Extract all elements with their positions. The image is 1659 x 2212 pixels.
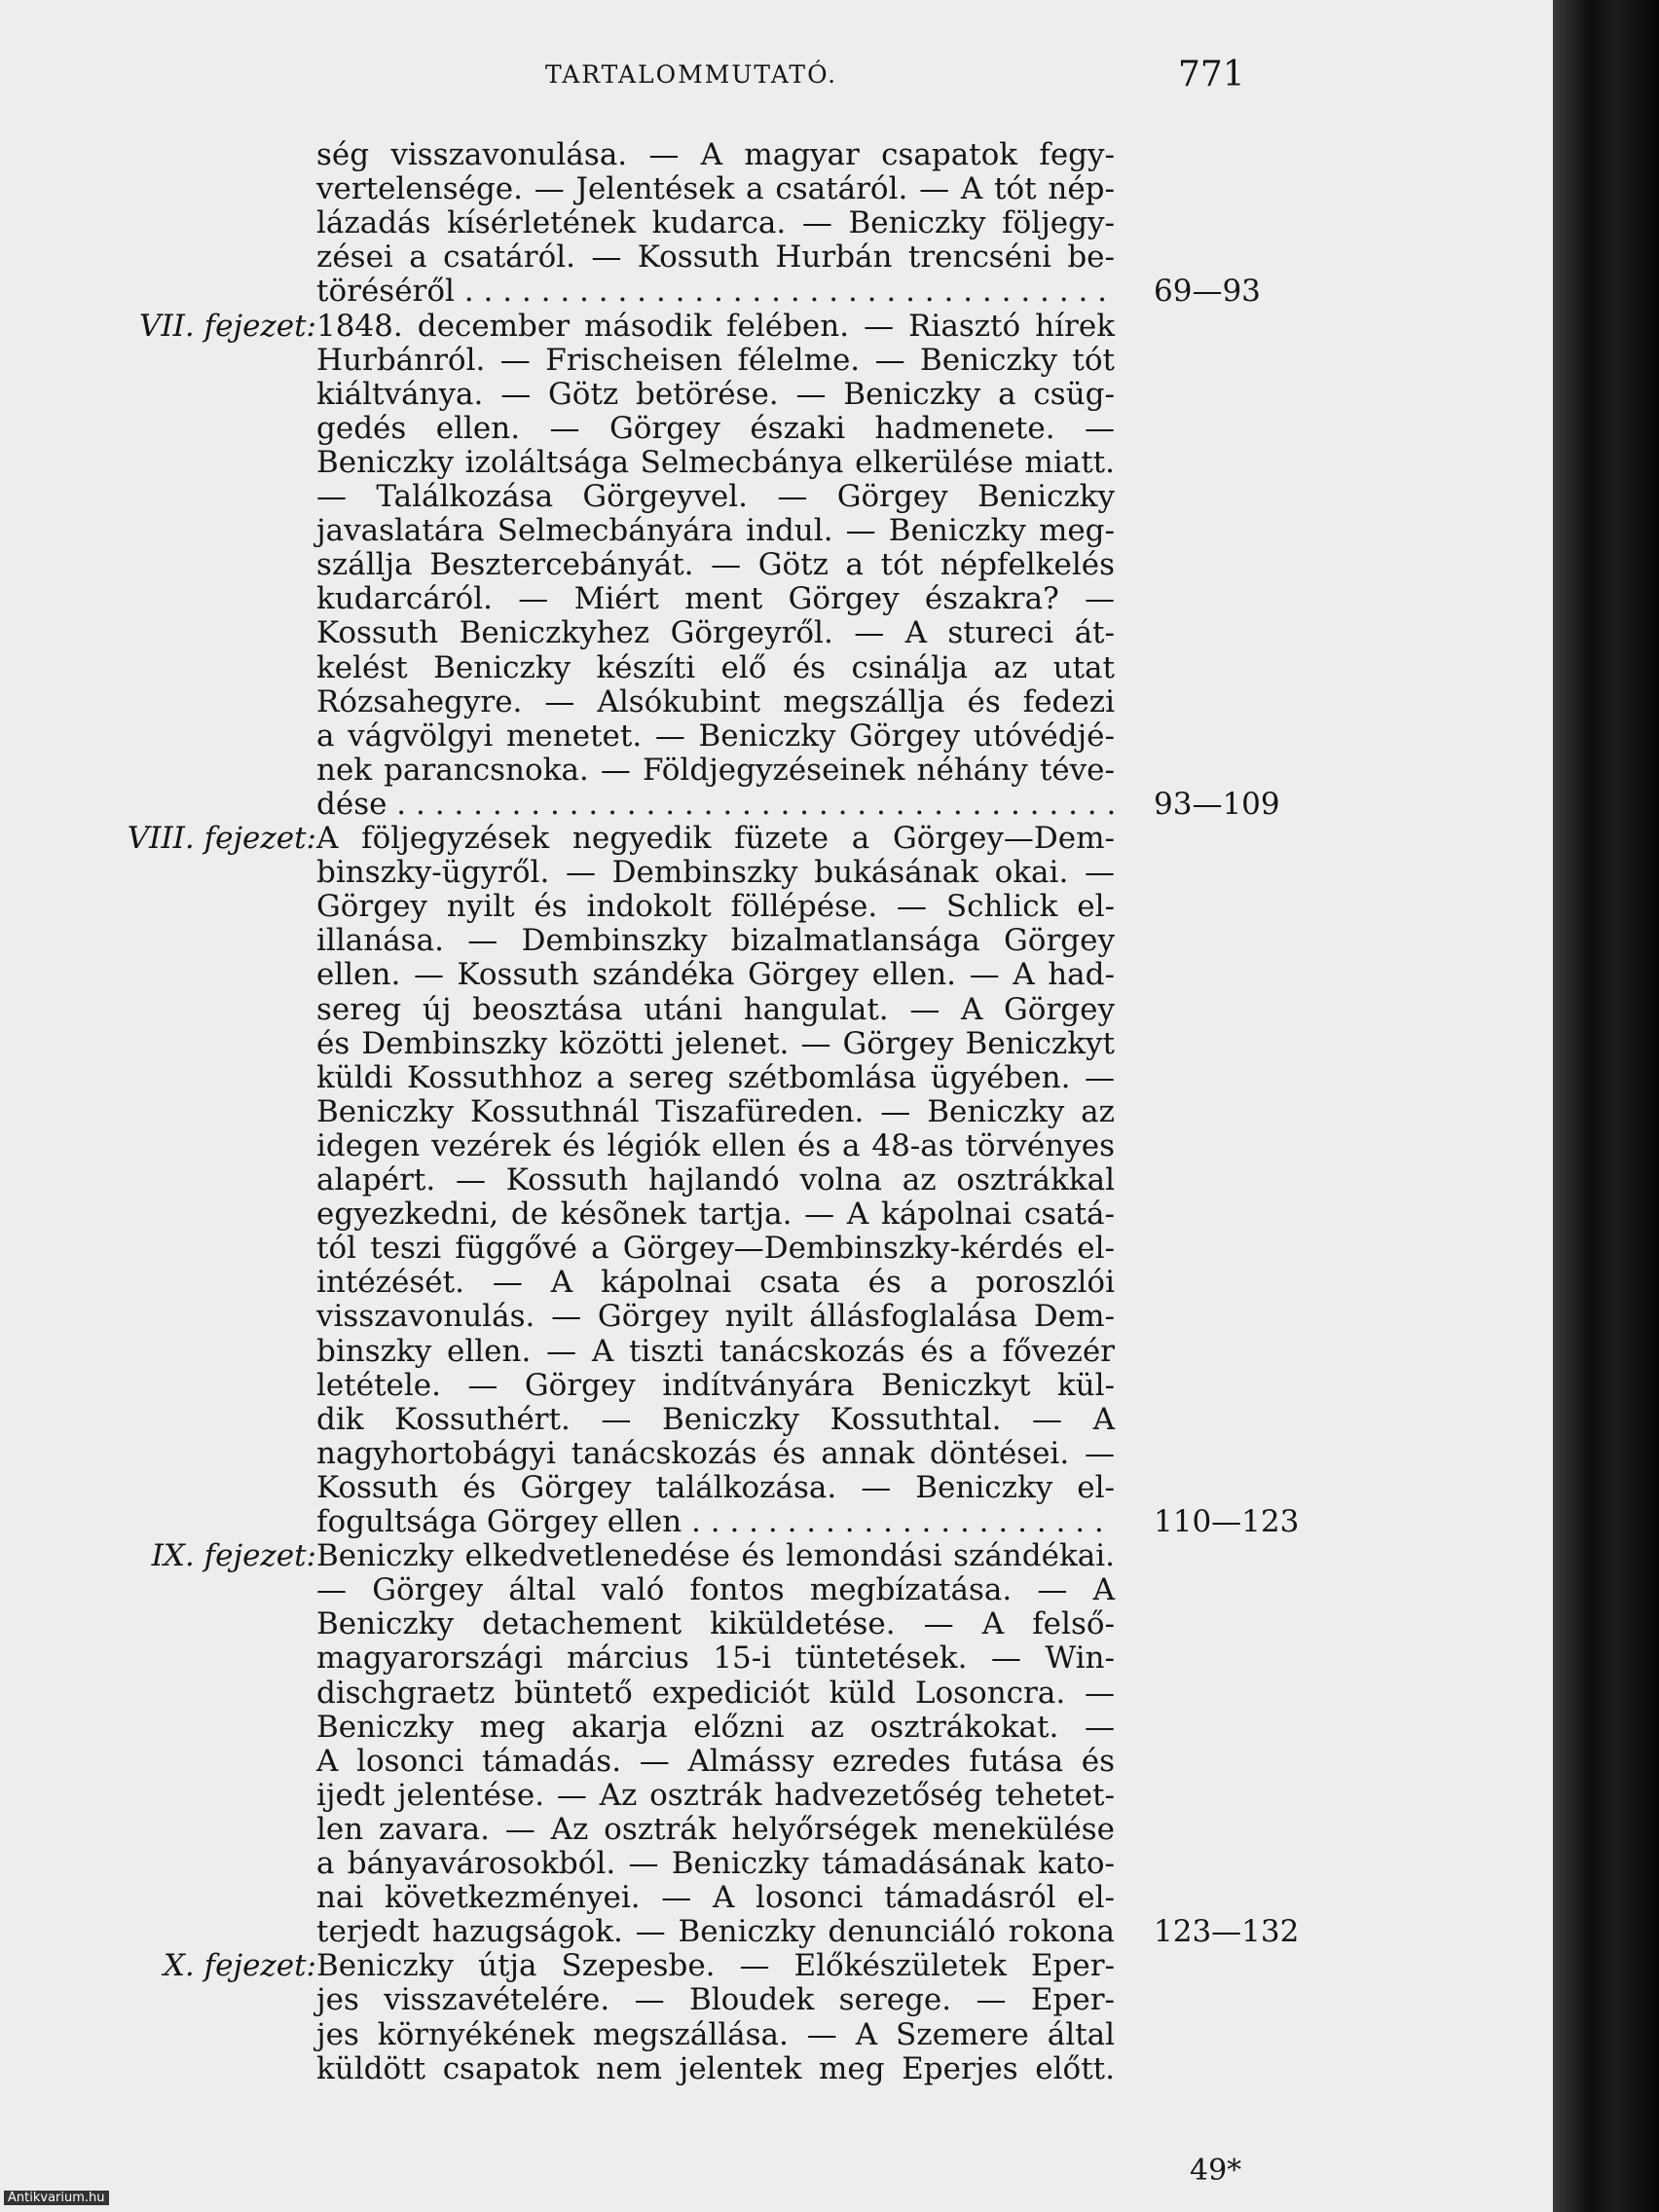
toc-line [0,1538,1553,1573]
toc-line [0,957,1553,992]
toc-line-text: — Görgey által való fontos megbízatása. — A [316,1572,1115,1608]
toc-line [0,1572,1553,1607]
toc-line [0,1128,1553,1163]
toc-line-text: ség visszavonulása. — A magyar csapatok fegy- [316,137,1115,172]
toc-line [0,1026,1553,1061]
toc-line [0,1504,1553,1539]
toc-line [0,205,1553,240]
toc-line-text: javaslatára Selmecbányára indul. — Beniczky meg- [316,513,1115,549]
toc-line-text: nai következményei. — A losonci támadásról el- [316,1880,1115,1916]
toc-line [0,1710,1553,1745]
toc-line-text: küldött csapatok nem jelentek meg Eperjes előtt. [316,2050,1115,2086]
toc-line-text: töréséről . . . [316,274,1115,309]
page-range: 93—109 [1154,786,1280,822]
toc-line [0,171,1553,206]
toc-line-text: lázadás kísérletének kudarca. — Beniczky följegy- [316,205,1115,241]
toc-line-text: Beniczky Kossuthnál Tiszafüreden. — Beniczky az [316,1093,1115,1129]
toc-line-text: terjedt hazugságok. — Beniczky denunciáló rokona [316,1914,1115,1950]
toc-line-text: — Találkozása Görgeyvel. — Görgey Beniczky [316,479,1115,514]
toc-line-text: dischgraetz büntető expediciót küld Losoncra. — [316,1675,1115,1711]
toc-line [0,1948,1553,1983]
toc-line-text: Beniczky detachement kiküldetése. — A felső- [316,1606,1115,1642]
toc-line [0,615,1553,650]
toc-line-text: egyezkedni, de késõnek tartja. — A kápolnai csatá- [316,1197,1115,1233]
toc-line [0,753,1553,788]
toc-line [0,2051,1553,2086]
toc-line-text: Hurbánról. — Frischeisen félelme. — Beniczky tót [316,342,1115,378]
toc-line-text: Beniczky izoláltsága Selmecbánya elkerülése miatt. [316,444,1115,480]
toc-line-text: len zavara. — Az osztrák helyőrségek menekülése [316,1811,1115,1847]
toc-line [0,274,1553,309]
chapter-label: IX. fejezet: [151,1538,316,1574]
toc-line [0,992,1553,1027]
toc-line-text: Beniczky meg akarja előzni az osztrákokat. — [316,1709,1115,1745]
toc-line-text: Beniczky elkedvetlenedése és lemondási szándékai. [316,1538,1115,1574]
toc-line-text: kelést Beniczky készíti elő és csinálja az utat [316,649,1115,685]
toc-line [0,1197,1553,1232]
toc-line-text: nek parancsnoka. — Földjegyzéseinek néhány téve- [316,752,1115,788]
toc-line-text: idegen vezérek és légiók ellen és a 48-as törvényes [316,1127,1115,1163]
toc-line [0,343,1553,378]
toc-line-text: a bányavárosokból. — Beniczky támadásának kato- [316,1846,1115,1881]
toc-line-text: binszky ellen. — A tiszti tanácskozás és a fővezér [316,1333,1115,1369]
page-number: 771 [1178,55,1245,94]
toc-line-text: A losonci támadás. — Almássy ezredes futása és [316,1743,1115,1779]
running-header-title: TARTALOMMUTATÓ. [544,60,838,89]
toc-line-text: fogultsága Görgey ellen . . . [316,1504,1115,1539]
toc-line [0,787,1553,822]
toc-line-text: dik Kossuthért. — Beniczky Kossuthtal. — A [316,1401,1115,1437]
toc-line [0,1744,1553,1779]
chapter-label: X. fejezet: [163,1948,316,1984]
toc-line [0,923,1553,958]
toc-line-text: Kossuth Beniczkyhez Görgeyről. — A stureci át- [316,615,1115,651]
toc-line [0,240,1553,275]
toc-line [0,1436,1553,1471]
toc-line-text: gedés ellen. — Görgey északi hadmenete. — [316,410,1115,446]
toc-line-text: visszavonulás. — Görgey nyilt állásfoglalása Dem- [316,1299,1115,1335]
toc-line [0,1231,1553,1266]
toc-line [0,513,1553,548]
toc-line-text: intézését. — A kápolnai csata és a poroszlói [316,1265,1115,1301]
toc-line-text: a vágvölgyi menetet. — Beniczky Görgey utóvédjé- [316,718,1115,754]
toc-line-text: ellen. — Kossuth szándéka Görgey ellen. — A had- [316,957,1115,993]
toc-line [0,855,1553,890]
toc-line-text: jes környékének megszállása. — A Szemere által [316,2016,1115,2052]
toc-line-text: illanása. — Dembinszky bizalmatlansága Görgey [316,923,1115,959]
toc-line-text: 1848. december második felében. — Riasztó hírek [316,308,1115,344]
toc-line [0,547,1553,582]
chapter-label: VIII. fejezet: [127,821,316,856]
toc-line-text: letétele. — Görgey indítványára Beniczkyt kül- [316,1367,1115,1403]
toc-line-text: küldi Kossuthhoz a sereg szétbomlása ügyében. — [316,1059,1115,1095]
toc-line-text: kudarcáról. — Miért ment Görgey északra? — [316,581,1115,617]
page-range: 110—123 [1154,1504,1300,1539]
toc-line [0,1982,1553,2017]
signature-mark: 49* [1190,2154,1242,2188]
toc-line [0,1880,1553,1915]
watermark: Antikvarium.hu [4,2191,109,2205]
toc-line [0,377,1553,412]
toc-line-text: sereg új beosztása utáni hangulat. — A Görgey [316,991,1115,1027]
toc-line [0,719,1553,754]
toc-line [0,821,1553,856]
toc-line-text: kiáltványa. — Götz betörése. — Beniczky a csüg- [316,376,1115,412]
toc-line [0,581,1553,616]
toc-line [0,1676,1553,1711]
toc-line [0,1402,1553,1437]
toc-line-text: Kossuth és Görgey találkozása. — Beniczky el- [316,1469,1115,1505]
toc-line [0,479,1553,514]
toc-line-text: szállja Besztercebányát. — Götz a tót népfelkelés [316,547,1115,583]
toc-line-text: zései a csatáról. — Kossuth Hurbán trencséni be- [316,240,1115,276]
toc-line-text: alapért. — Kossuth hajlandó volna az osztrákkal [316,1162,1115,1198]
toc-line-text: Görgey nyilt és indokolt föllépése. — Schlick el- [316,889,1115,925]
toc-line-text: magyarországi március 15-i tüntetések. — Win- [316,1641,1115,1677]
toc-line-text: tól teszi függővé a Görgey—Dembinszky-kérdés el- [316,1231,1115,1267]
toc-line-text: dése . . . [316,787,1115,822]
page-range: 69—93 [1154,274,1261,310]
toc-line [0,1812,1553,1847]
toc-line [0,1060,1553,1095]
toc-line [0,1846,1553,1881]
toc-line [0,309,1553,344]
toc-line-text: Beniczky útja Szepesbe. — Előkészületek Eper- [316,1948,1115,1984]
toc-line [0,650,1553,685]
toc-line [0,1162,1553,1198]
toc-line-text: és Dembinszky közötti jelenet. — Görgey Beniczkyt [316,1025,1115,1061]
toc-line-text: ijedt jelentése. — Az osztrák hadvezetőség tehetet- [316,1777,1115,1813]
toc-line [0,1914,1553,1949]
toc-line [0,1368,1553,1403]
toc-line-text: vertelensége. — Jelentések a csatáról. — A tót nép- [316,171,1115,207]
toc-line-text: nagyhortobágyi tanácskozás és annak döntései. — [316,1435,1115,1471]
toc-line [0,1094,1553,1129]
toc-line [0,411,1553,446]
toc-line [0,445,1553,480]
toc-line [0,684,1553,719]
toc-line-text: A följegyzések negyedik füzete a Görgey—Dem- [316,821,1115,856]
toc-line-text: binszky-ügyről. — Dembinszky bukásának okai. — [316,855,1115,891]
toc-line [0,1265,1553,1300]
toc-line [0,1606,1553,1641]
toc-line [0,1470,1553,1505]
toc-line-text: jes visszavételére. — Bloudek serege. — Eper- [316,1982,1115,2018]
toc-line [0,1641,1553,1676]
toc-line [0,137,1553,172]
toc-line [0,1334,1553,1369]
toc-line [0,889,1553,924]
toc-line [0,2017,1553,2052]
page-range: 123—132 [1154,1914,1300,1950]
toc-line-text: Rózsahegyre. — Alsókubint megszállja és fedezi [316,683,1115,719]
toc-line [0,1778,1553,1813]
book-spine-shadow [1553,0,1659,2212]
toc-line [0,1299,1553,1334]
chapter-label: VII. fejezet: [139,308,316,344]
